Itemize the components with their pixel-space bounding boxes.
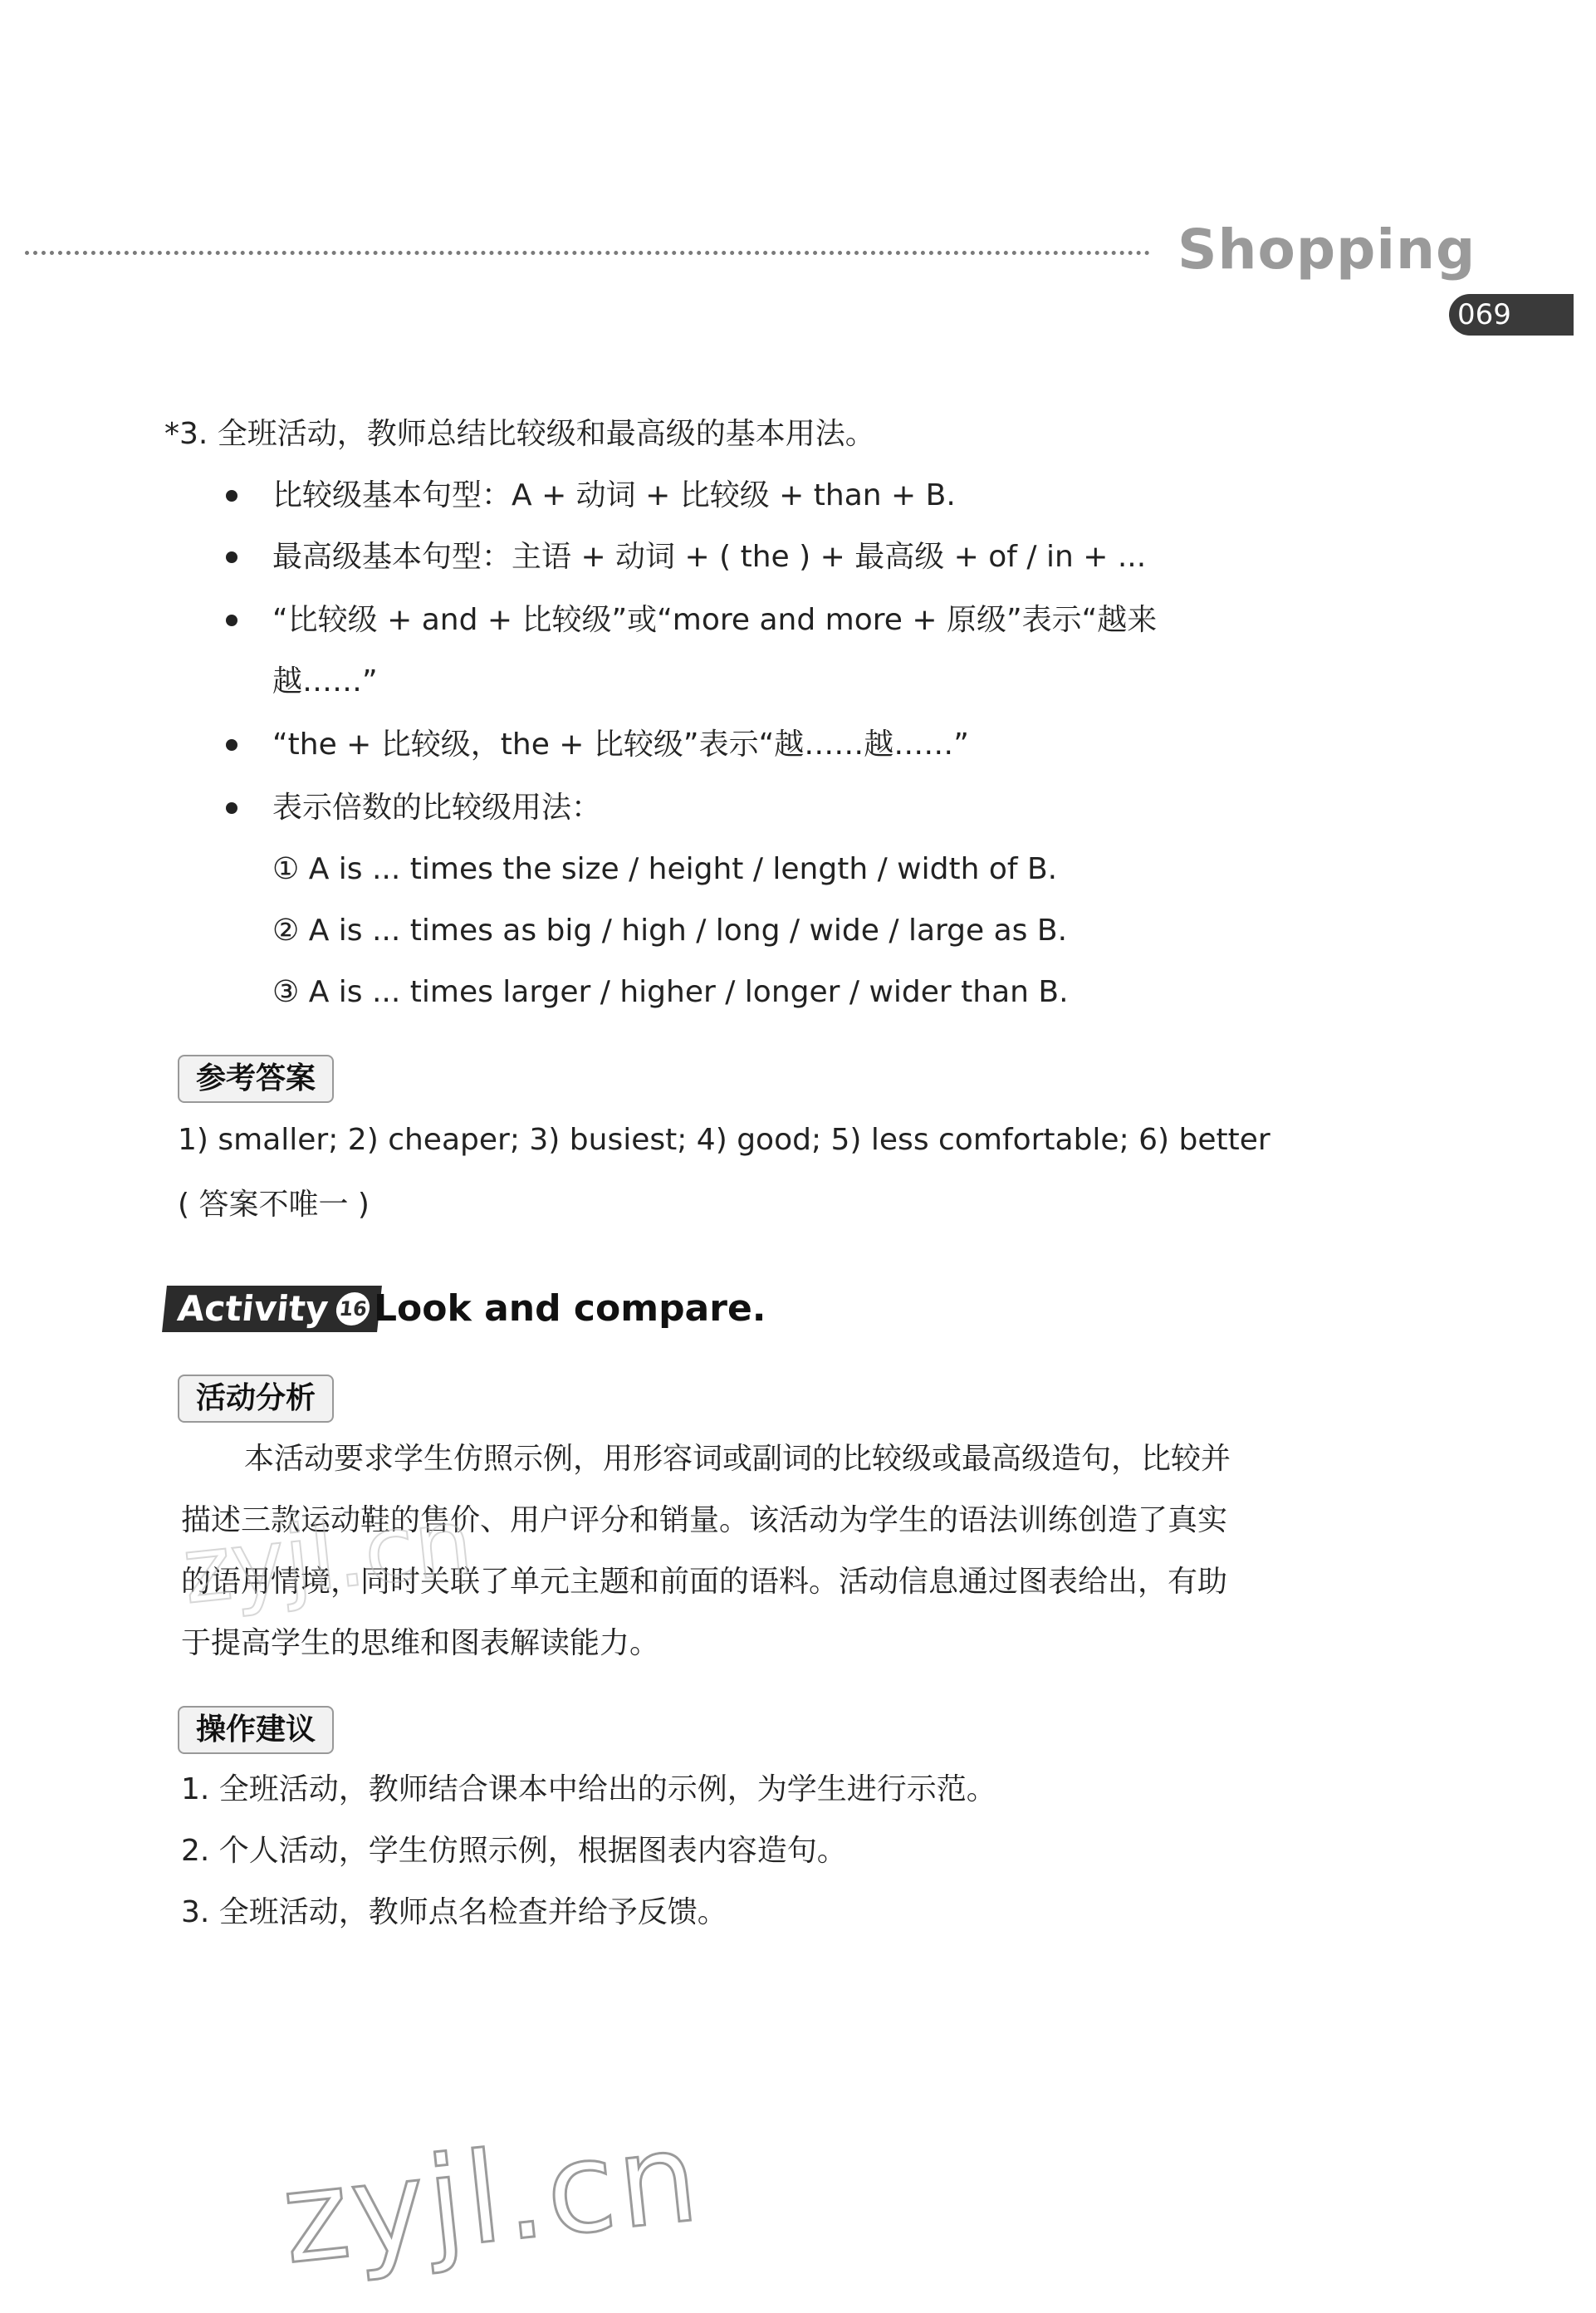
bullet-text-continued: 越……”	[272, 664, 378, 698]
activity-number: 16	[335, 1292, 371, 1326]
answers-line: 1) smaller; 2) cheaper; 3) busiest; 4) good; 5) less comfortable; 6) better	[178, 1123, 1270, 1157]
analysis-line: 于提高学生的思维和图表解读能力。	[181, 1626, 660, 1660]
numbered-item: ② A is ... times as big / high / long / wide / large as B.	[272, 914, 1068, 948]
bullet-icon	[226, 802, 237, 814]
suggestions-tag: 操作建议	[178, 1706, 334, 1754]
analysis-line: 的语用情境，同时关联了单元主题和前面的语料。活动信息通过图表给出，有助	[181, 1565, 1228, 1599]
suggestion-item: 1. 全班活动，教师结合课本中给出的示例，为学生进行示范。	[181, 1772, 996, 1806]
answers-note: ( 答案不唯一 )	[178, 1188, 370, 1222]
analysis-tag: 活动分析	[178, 1375, 334, 1423]
analysis-line: 本活动要求学生仿照示例，用形容词或副词的比较级或最高级造句，比较并	[244, 1442, 1231, 1476]
bullet-icon	[226, 490, 237, 502]
bullet-text: 表示倍数的比较级用法：	[272, 791, 602, 825]
numbered-item: ① A is ... times the size / height / length / width of B.	[272, 852, 1058, 886]
suggestion-item: 2. 个人活动，学生仿照示例，根据图表内容造句。	[181, 1834, 847, 1868]
section3-intro: *3. 全班活动，教师总结比较级和最高级的基本用法。	[164, 417, 875, 451]
bullet-text: 最高级基本句型：主语 + 动词 + ( the ) + 最高级 + of / in + ...	[272, 540, 1147, 574]
analysis-line: 描述三款运动鞋的售价、用户评分和销量。该活动为学生的语法训练创造了真实	[181, 1503, 1228, 1537]
watermark: zyjl.cn	[276, 2105, 707, 2292]
watermark-overlay: zyjl.cn	[178, 1488, 477, 1624]
page-number: 069	[1449, 294, 1574, 336]
bullet-icon	[226, 551, 237, 563]
bullet-text: “the + 比较级，the + 比较级”表示“越……越……”	[272, 728, 969, 762]
bullet-icon	[226, 739, 237, 751]
bullet-text: 比较级基本句型：A + 动词 + 比较级 + than + B.	[272, 478, 956, 512]
bullet-icon	[226, 615, 237, 626]
activity-badge	[162, 1286, 382, 1332]
bullet-text: “比较级 + and + 比较级”或“more and more + 原级”表示“越来	[272, 603, 1158, 637]
header-dotted-rule	[25, 251, 1150, 255]
section-title: Shopping	[1177, 218, 1476, 282]
suggestion-item: 3. 全班活动，教师点名检查并给予反馈。	[181, 1895, 727, 1929]
answers-tag: 参考答案	[178, 1055, 334, 1103]
activity-title: Look and compare.	[374, 1287, 766, 1330]
activity-label: Activity	[175, 1288, 330, 1329]
numbered-item: ③ A is ... times larger / higher / longer / wider than B.	[272, 975, 1069, 1009]
